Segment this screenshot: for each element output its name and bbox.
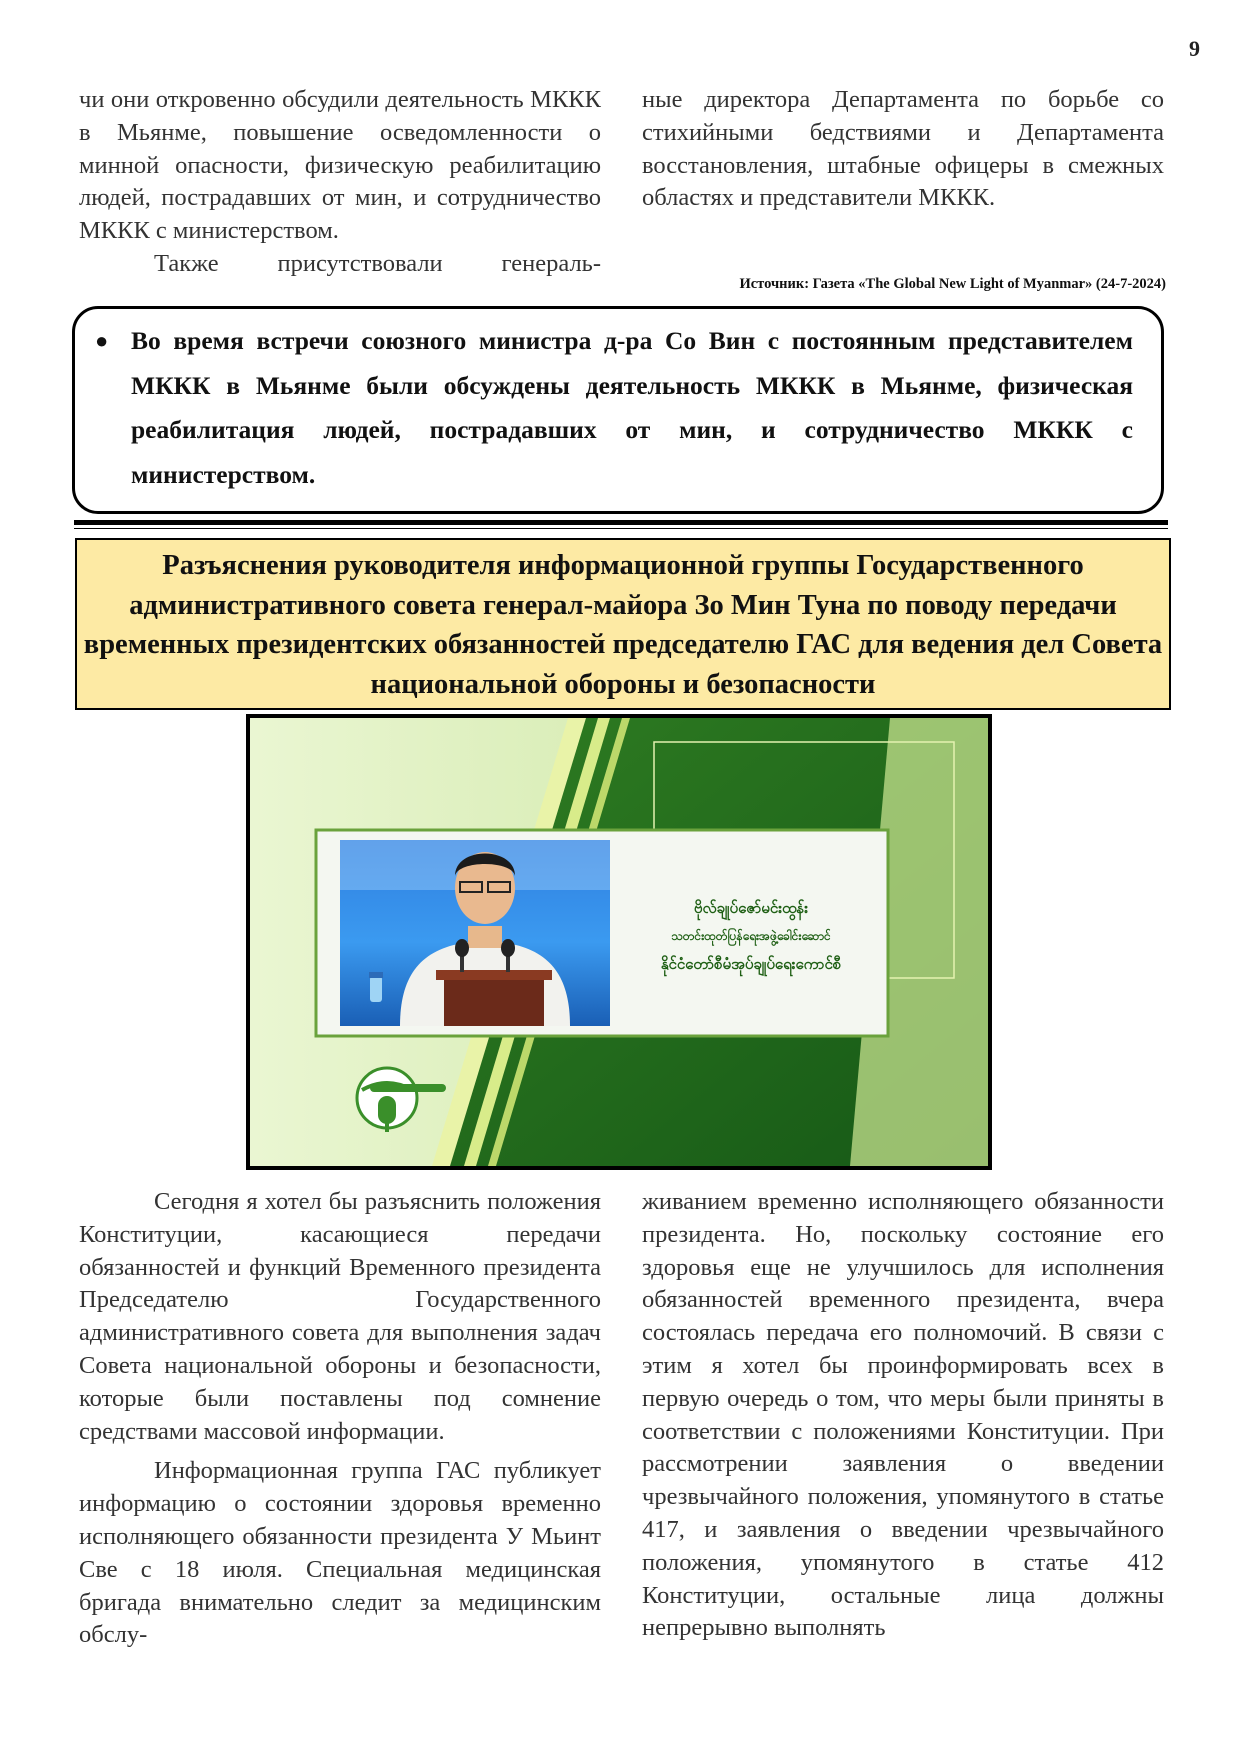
divider-thin xyxy=(74,528,1168,529)
caption-line: နိုင်ငံတော်စီမံအုပ်ချုပ်ရေးကောင်စီ xyxy=(660,955,842,973)
paragraph: Информационная группа ГАС публикует информацию о состоянии здоровья временно исполняющего обязанности президента У Мьинт Све с 18 июля. Специальная медицинская бригада внимательно следит за медицинским обслу- xyxy=(79,1457,601,1649)
divider-thick xyxy=(74,520,1168,525)
bottom-left-column xyxy=(79,1186,601,1652)
caption-line: ဗိုလ်ချုပ်ဇော်မင်းထွန်း xyxy=(693,899,809,917)
bullet-icon: ● xyxy=(95,328,109,353)
article-photo xyxy=(246,714,992,1170)
photo-caption xyxy=(620,894,882,978)
paragraph: чи они откровенно обсудили деятельность МККК в Мьянме, повышение осведомленности о минной опасности, физическую реабилитацию людей, пострадавших от мин, и сотрудничество МККК с министерством. xyxy=(79,86,601,245)
paragraph: ные директора Департамента по борьбе со стихийными бедствиями и Департамента восстановления, штабные офицеры в смежных областях и представители МККК. xyxy=(642,86,1164,212)
summary-bullet xyxy=(95,319,1133,497)
top-right-column xyxy=(642,84,1164,215)
paragraph: живанием временно исполняющего обязанности президента. Но, поскольку состояние его здоровья еще не улучшилось для исполнения обязанностей временного президента, вчера состоялась передача его полномочий. В связи с этим я хотел бы проинформировать всех в первую очередь о том, что меры были приняты в соответствии с положениями Конституции. При рассмотрении заявления о введении чрезвычайного положения, упомянутого в статье 417, и заявления о введении чрезвычайного положения, упомянутого в статье 412 Конституции, остальные лица должны непрерывно выполнять xyxy=(642,1188,1164,1642)
summary-text: Во время встречи союзного министра д-ра Со Вин с постоянным представителем МККК в Мьянме были обсуждены деятельность МККК в Мьянме, физическая реабилитация людей, пострадавших от мин, и сотрудничество МККК с министерством. xyxy=(131,326,1133,489)
caption-line: သတင်းထုတ်ပြန်ရေးအဖွဲ့ခေါင်းဆောင် xyxy=(671,929,831,943)
source-citation: Источник: Газета «The Global New Light of Myanmar» (24-7-2024) xyxy=(739,276,1166,292)
top-left-column xyxy=(79,84,601,281)
paragraph: Также присутствовали генераль- xyxy=(154,249,601,277)
summary-box xyxy=(72,306,1164,514)
bottom-right-column xyxy=(642,1186,1164,1645)
article-headline: Разъяснения руководителя информационной группы Государственного административного совета генерал-майора Зо Мин Туна по поводу передачи временных президентских обязанностей председателю ГАС для ведения дел Совета национальной обороны и безопасности xyxy=(75,538,1171,710)
paragraph: Сегодня я хотел бы разъяснить положения Конституции, касающиеся передачи обязанностей и функций Временного президента Председателю Государственного административного совета для выполнения задач Совета национальной обороны и безопасности, которые были поставлены под сомнение средствами массовой информации. xyxy=(79,1188,601,1445)
page-number: 9 xyxy=(1189,36,1200,61)
